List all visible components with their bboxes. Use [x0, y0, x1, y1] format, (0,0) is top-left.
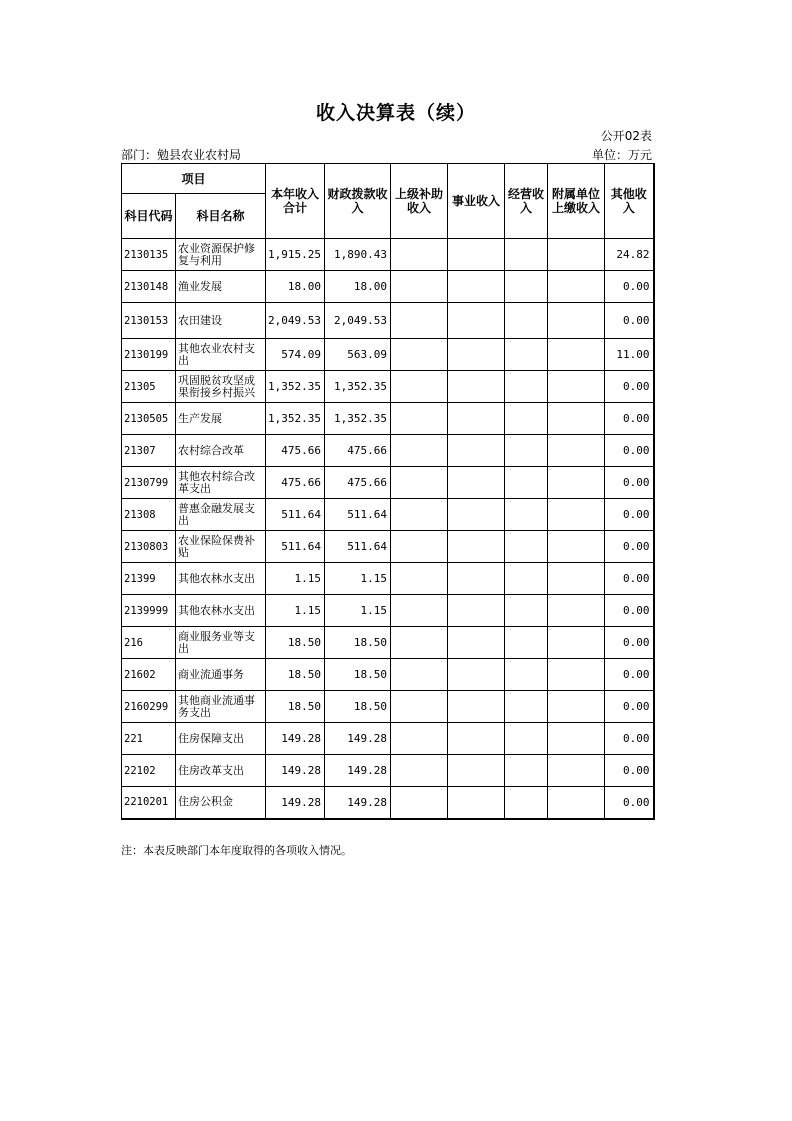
row-fiscal: 18.50 [325, 627, 391, 659]
row-total: 2,049.53 [266, 303, 325, 339]
header-operating: 经营收入 [505, 164, 548, 239]
row-code: 21307 [122, 435, 176, 467]
row-operating [505, 303, 548, 339]
row-fiscal: 18.00 [325, 271, 391, 303]
row-fiscal: 1,352.35 [325, 371, 391, 403]
row-name: 农村综合改革 [176, 435, 266, 467]
row-superior [391, 787, 448, 819]
row-fiscal: 475.66 [325, 435, 391, 467]
row-business [448, 659, 505, 691]
row-code: 2130803 [122, 531, 176, 563]
row-total: 475.66 [266, 467, 325, 499]
table-row [122, 239, 654, 271]
row-business [448, 499, 505, 531]
row-affiliated [548, 787, 605, 819]
row-total: 1.15 [266, 563, 325, 595]
row-fiscal: 475.66 [325, 467, 391, 499]
row-affiliated [548, 531, 605, 563]
row-name: 巩固脱贫攻坚成果衔接乡村振兴 [176, 371, 266, 403]
table-row [122, 787, 654, 819]
row-name: 住房改革支出 [176, 755, 266, 787]
row-total: 1.15 [266, 595, 325, 627]
row-affiliated [548, 371, 605, 403]
row-other: 0.00 [605, 595, 654, 627]
row-operating [505, 723, 548, 755]
row-total: 511.64 [266, 499, 325, 531]
row-code: 2130505 [122, 403, 176, 435]
row-affiliated [548, 271, 605, 303]
row-affiliated [548, 563, 605, 595]
row-other: 0.00 [605, 435, 654, 467]
department-label: 部门：勉县农业农村局 [121, 148, 242, 162]
row-business [448, 691, 505, 723]
table-row [122, 467, 654, 499]
row-total: 149.28 [266, 787, 325, 819]
row-operating [505, 595, 548, 627]
row-operating [505, 467, 548, 499]
row-code: 2139999 [122, 595, 176, 627]
row-other: 0.00 [605, 371, 654, 403]
row-fiscal: 1.15 [325, 595, 391, 627]
row-fiscal: 149.28 [325, 787, 391, 819]
row-affiliated [548, 755, 605, 787]
row-superior [391, 531, 448, 563]
row-superior [391, 271, 448, 303]
row-other: 0.00 [605, 467, 654, 499]
table-row [122, 723, 654, 755]
row-fiscal: 563.09 [325, 339, 391, 371]
table-row [122, 627, 654, 659]
form-number: 公开02表 [600, 129, 652, 143]
row-superior [391, 659, 448, 691]
row-business [448, 339, 505, 371]
row-superior [391, 563, 448, 595]
row-other: 0.00 [605, 563, 654, 595]
row-code: 21399 [122, 563, 176, 595]
row-superior [391, 755, 448, 787]
row-affiliated [548, 303, 605, 339]
row-affiliated [548, 691, 605, 723]
row-other: 0.00 [605, 755, 654, 787]
row-affiliated [548, 435, 605, 467]
row-superior [391, 499, 448, 531]
row-superior [391, 371, 448, 403]
table-row [122, 563, 654, 595]
header-business: 事业收入 [448, 164, 505, 239]
row-operating [505, 531, 548, 563]
row-name: 渔业发展 [176, 271, 266, 303]
row-superior [391, 339, 448, 371]
row-operating [505, 239, 548, 271]
header-item: 项目 [122, 164, 266, 194]
row-other: 0.00 [605, 499, 654, 531]
row-superior [391, 239, 448, 271]
row-operating [505, 435, 548, 467]
row-other: 0.00 [605, 659, 654, 691]
row-total: 574.09 [266, 339, 325, 371]
row-operating [505, 563, 548, 595]
row-operating [505, 691, 548, 723]
row-operating [505, 755, 548, 787]
row-fiscal: 2,049.53 [325, 303, 391, 339]
row-affiliated [548, 499, 605, 531]
table-row [122, 499, 654, 531]
table-body [122, 239, 654, 819]
row-other: 24.82 [605, 239, 654, 271]
header-superior: 上级补助收入 [391, 164, 448, 239]
row-affiliated [548, 467, 605, 499]
table-row [122, 271, 654, 303]
row-name: 普惠金融发展支出 [176, 499, 266, 531]
row-fiscal: 511.64 [325, 531, 391, 563]
row-name: 住房保障支出 [176, 723, 266, 755]
row-total: 1,352.35 [266, 371, 325, 403]
row-total: 18.50 [266, 691, 325, 723]
row-operating [505, 787, 548, 819]
row-business [448, 723, 505, 755]
row-superior [391, 595, 448, 627]
row-affiliated [548, 659, 605, 691]
row-code: 2160299 [122, 691, 176, 723]
row-code: 2130153 [122, 303, 176, 339]
row-other: 0.00 [605, 691, 654, 723]
row-business [448, 467, 505, 499]
header-affiliated: 附属单位上缴收入 [548, 164, 605, 239]
row-total: 149.28 [266, 755, 325, 787]
row-operating [505, 627, 548, 659]
row-total: 18.00 [266, 271, 325, 303]
row-name: 商业流通事务 [176, 659, 266, 691]
row-business [448, 627, 505, 659]
row-superior [391, 403, 448, 435]
row-code: 2210201 [122, 787, 176, 819]
row-code: 216 [122, 627, 176, 659]
row-superior [391, 691, 448, 723]
row-business [448, 271, 505, 303]
row-total: 1,352.35 [266, 403, 325, 435]
row-superior [391, 723, 448, 755]
table-row [122, 595, 654, 627]
table-row [122, 691, 654, 723]
row-affiliated [548, 239, 605, 271]
row-name: 住房公积金 [176, 787, 266, 819]
row-other: 11.00 [605, 339, 654, 371]
row-code: 21602 [122, 659, 176, 691]
row-business [448, 755, 505, 787]
row-name: 农田建设 [176, 303, 266, 339]
row-name: 农业保险保费补贴 [176, 531, 266, 563]
row-other: 0.00 [605, 787, 654, 819]
row-affiliated [548, 627, 605, 659]
row-name: 其他农林水支出 [176, 563, 266, 595]
row-operating [505, 499, 548, 531]
row-fiscal: 511.64 [325, 499, 391, 531]
row-fiscal: 1.15 [325, 563, 391, 595]
row-affiliated [548, 339, 605, 371]
row-code: 2130135 [122, 239, 176, 271]
row-operating [505, 339, 548, 371]
row-name: 其他商业流通事务支出 [176, 691, 266, 723]
row-superior [391, 627, 448, 659]
row-code: 2130799 [122, 467, 176, 499]
row-name: 其他农村综合改革支出 [176, 467, 266, 499]
row-business [448, 595, 505, 627]
table-row [122, 339, 654, 371]
table-row [122, 755, 654, 787]
row-affiliated [548, 723, 605, 755]
row-operating [505, 371, 548, 403]
row-business [448, 531, 505, 563]
row-superior [391, 303, 448, 339]
row-other: 0.00 [605, 531, 654, 563]
row-total: 475.66 [266, 435, 325, 467]
header-total: 本年收入合计 [266, 164, 325, 239]
header-other: 其他收入 [605, 164, 654, 239]
row-affiliated [548, 595, 605, 627]
row-fiscal: 149.28 [325, 723, 391, 755]
row-superior [391, 467, 448, 499]
row-total: 18.50 [266, 659, 325, 691]
row-business [448, 303, 505, 339]
row-operating [505, 271, 548, 303]
row-total: 18.50 [266, 627, 325, 659]
row-total: 149.28 [266, 723, 325, 755]
row-fiscal: 1,352.35 [325, 403, 391, 435]
header-code: 科目代码 [122, 194, 176, 239]
income-table [121, 163, 655, 820]
row-total: 511.64 [266, 531, 325, 563]
row-operating [505, 659, 548, 691]
row-business [448, 787, 505, 819]
table-row [122, 303, 654, 339]
row-name: 其他农业农村支出 [176, 339, 266, 371]
row-other: 0.00 [605, 723, 654, 755]
row-fiscal: 149.28 [325, 755, 391, 787]
row-name: 商业服务业等支出 [176, 627, 266, 659]
row-business [448, 239, 505, 271]
row-name: 生产发展 [176, 403, 266, 435]
row-name: 其他农林水支出 [176, 595, 266, 627]
row-fiscal: 18.50 [325, 659, 391, 691]
row-business [448, 435, 505, 467]
row-other: 0.00 [605, 627, 654, 659]
header-name: 科目名称 [176, 194, 266, 239]
table-row [122, 531, 654, 563]
row-superior [391, 435, 448, 467]
row-code: 21305 [122, 371, 176, 403]
row-other: 0.00 [605, 303, 654, 339]
row-fiscal: 1,890.43 [325, 239, 391, 271]
row-affiliated [548, 403, 605, 435]
table-row [122, 659, 654, 691]
row-operating [505, 403, 548, 435]
table-row [122, 371, 654, 403]
page-title: 收入决算表（续） [315, 102, 476, 124]
unit-label: 单位：万元 [591, 148, 652, 162]
table-row [122, 403, 654, 435]
row-name: 农业资源保护修复与利用 [176, 239, 266, 271]
row-other: 0.00 [605, 403, 654, 435]
table-row [122, 435, 654, 467]
row-code: 2130148 [122, 271, 176, 303]
row-code: 22102 [122, 755, 176, 787]
row-code: 2130199 [122, 339, 176, 371]
header-fiscal: 财政拨款收入 [325, 164, 391, 239]
row-total: 1,915.25 [266, 239, 325, 271]
row-business [448, 371, 505, 403]
row-business [448, 403, 505, 435]
footnote: 注：本表反映部门本年度取得的各项收入情况。 [121, 844, 352, 857]
row-business [448, 563, 505, 595]
row-code: 221 [122, 723, 176, 755]
row-code: 21308 [122, 499, 176, 531]
row-other: 0.00 [605, 271, 654, 303]
row-fiscal: 18.50 [325, 691, 391, 723]
